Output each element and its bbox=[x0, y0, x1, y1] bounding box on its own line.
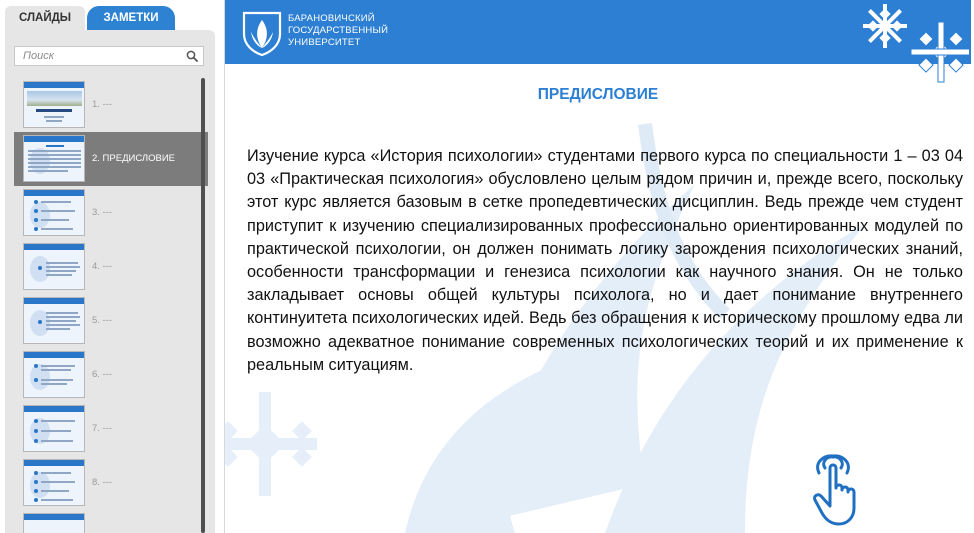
slide-thumbnail bbox=[23, 135, 85, 182]
slide-body-text: Изучение курса «История психологии» студентами первого курса по специальности 1 – 03 04 03 «Практическая психология» обусловлено целым рядом причин и, прежде всего, поскольку этот курс является базовым в сетке пропедевтических дисциплин. Ведь прежде чем студент приступит к изучению специализированных профессионально ориентированных модулей по практической психологии, он должен понимать логику зарождения психологических знаний, особенности трансформации и генезиса психологии как научного знания. Он не только закладывает основы общей культуры психолога, но и дает понимание внутреннего континуитета психологических идей. Ведь без обращения к историческому прошлому едва ли возможно адекватное понимание современных психологических теорий и их применение к реальным ситуациям. bbox=[247, 147, 963, 374]
sidebar-tabs bbox=[5, 6, 215, 30]
slide-list-item-label: 1. --- bbox=[92, 99, 113, 110]
search-box bbox=[14, 46, 204, 66]
snowflake-ornament-icon bbox=[861, 2, 909, 50]
slide-list-item-2[interactable] bbox=[14, 132, 208, 186]
slide-navigation-sidebar bbox=[0, 0, 215, 533]
university-name: БАРАНОВИЧСКИЙ ГОСУДАРСТВЕННЫЙ УНИВЕРСИТЕТ bbox=[288, 13, 389, 48]
snowflake-ornament-icon bbox=[911, 18, 969, 92]
slide-title: ПРЕДИСЛОВИЕ bbox=[537, 86, 659, 103]
slide-list-item-1[interactable] bbox=[14, 78, 208, 132]
slide-list-item-8[interactable] bbox=[14, 456, 208, 510]
slide-thumbnail bbox=[23, 189, 85, 236]
sidebar-panel bbox=[5, 30, 215, 533]
search-input[interactable] bbox=[15, 47, 183, 65]
slide-thumbnail bbox=[23, 81, 85, 128]
slide-list-item-label: 4. --- bbox=[92, 261, 113, 272]
slide-thumbnail bbox=[23, 459, 85, 506]
slide-list-item-6[interactable] bbox=[14, 348, 208, 402]
tab-notes[interactable]: ЗАМЕТКИ bbox=[87, 6, 175, 30]
slide-list-item-label: 8. --- bbox=[92, 477, 113, 488]
university-logo-icon bbox=[241, 10, 283, 56]
slide-list-item-label: 2. ПРЕДИСЛОВИЕ bbox=[92, 153, 175, 164]
slide-list bbox=[5, 78, 215, 533]
slide-thumbnail bbox=[23, 297, 85, 344]
slide-header bbox=[225, 0, 971, 64]
search-icon[interactable] bbox=[186, 50, 198, 62]
tab-slides[interactable]: СЛАЙДЫ bbox=[5, 6, 85, 30]
slide-list-item-label: 5. --- bbox=[92, 315, 113, 326]
slide-thumbnail bbox=[23, 513, 85, 533]
slide-list-item-5[interactable] bbox=[14, 294, 208, 348]
slide-list-item-7[interactable] bbox=[14, 402, 208, 456]
slide-list-item-label: 7. --- bbox=[92, 423, 113, 434]
slide-list-item-4[interactable] bbox=[14, 240, 208, 294]
slide-thumbnail bbox=[23, 405, 85, 452]
slide-thumbnail bbox=[23, 243, 85, 290]
slide-canvas bbox=[224, 0, 971, 533]
scrollbar-thumb[interactable] bbox=[201, 78, 205, 533]
slide-list-item-9[interactable] bbox=[14, 510, 208, 533]
slide-list-item-label: 6. --- bbox=[92, 369, 113, 380]
slide-list-scrollbar bbox=[201, 78, 206, 533]
tap-hand-icon[interactable] bbox=[809, 454, 865, 528]
slide-list-item-label: 3. --- bbox=[92, 207, 113, 218]
slide-thumbnail bbox=[23, 351, 85, 398]
slide-list-item-3[interactable] bbox=[14, 186, 208, 240]
